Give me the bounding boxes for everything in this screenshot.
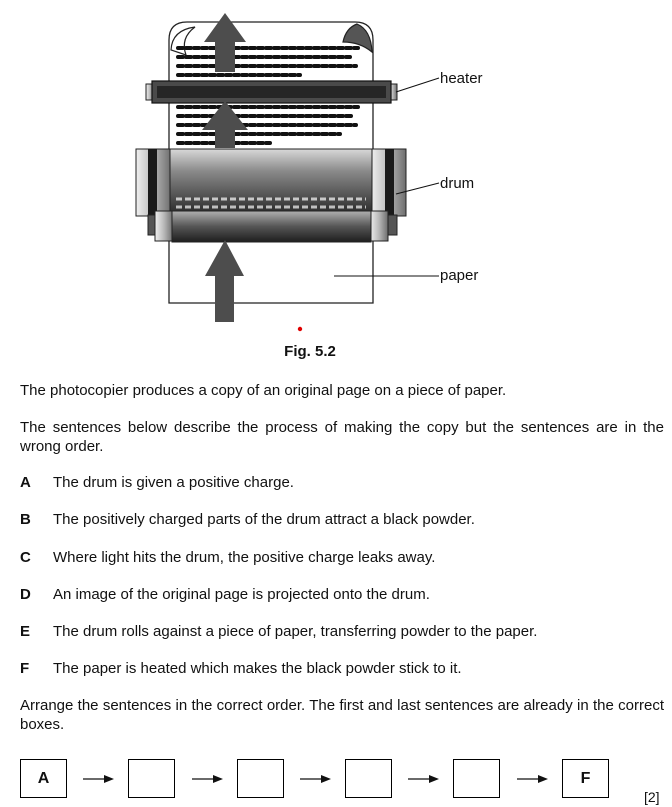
arrow-right-icon	[191, 772, 225, 786]
paper-label: paper	[440, 267, 479, 284]
arrow-right-icon	[299, 772, 333, 786]
sentence-text: The drum is given a positive charge.	[53, 474, 294, 491]
instruction-paragraph: Arrange the sentences in the correct order. The first and last sentences are already in the correct boxes.	[20, 697, 664, 733]
answer-box-3[interactable]	[237, 759, 284, 798]
marks-label: [2]	[644, 789, 660, 805]
photocopier-diagram	[0, 0, 672, 335]
sentence-letter: A	[20, 474, 31, 491]
sentence-text: An image of the original page is projected onto the drum.	[53, 586, 430, 603]
order-info-paragraph: The sentences below describe the process of making the copy but the sentences are in the wrong order.	[20, 419, 664, 455]
arrow-right-icon	[407, 772, 441, 786]
heater-bar	[146, 81, 397, 103]
sentence-text: The drum rolls against a piece of paper, transferring powder to the paper.	[53, 623, 538, 640]
sentence-text: Where light hits the drum, the positive charge leaks away.	[53, 549, 436, 566]
sentence-letter: C	[20, 549, 31, 566]
red-dot	[298, 327, 302, 331]
arrow-right-icon	[516, 772, 550, 786]
sentence-text: The paper is heated which makes the black powder stick to it.	[53, 660, 462, 677]
sentence-letter: F	[20, 660, 30, 677]
answer-box-first: A	[20, 759, 67, 798]
drum	[136, 149, 406, 216]
answer-box-last: F	[562, 759, 609, 798]
figure-caption: Fig. 5.2	[284, 343, 336, 360]
sentence-text: The positively charged parts of the drum attract a black powder.	[53, 511, 475, 528]
sentence-letter: E	[20, 623, 31, 640]
drum-label: drum	[440, 175, 475, 192]
heater-leader-line	[396, 78, 439, 92]
answer-box-4[interactable]	[345, 759, 392, 798]
answer-box-5[interactable]	[453, 759, 500, 798]
sentence-letter: D	[20, 586, 31, 603]
intro-paragraph: The photocopier produces a copy of an original page on a piece of paper.	[20, 382, 507, 399]
arrow-right-icon	[82, 772, 116, 786]
sentence-letter: B	[20, 511, 31, 528]
answer-box-2[interactable]	[128, 759, 175, 798]
heater-label: heater	[440, 70, 483, 87]
roller	[148, 211, 397, 242]
